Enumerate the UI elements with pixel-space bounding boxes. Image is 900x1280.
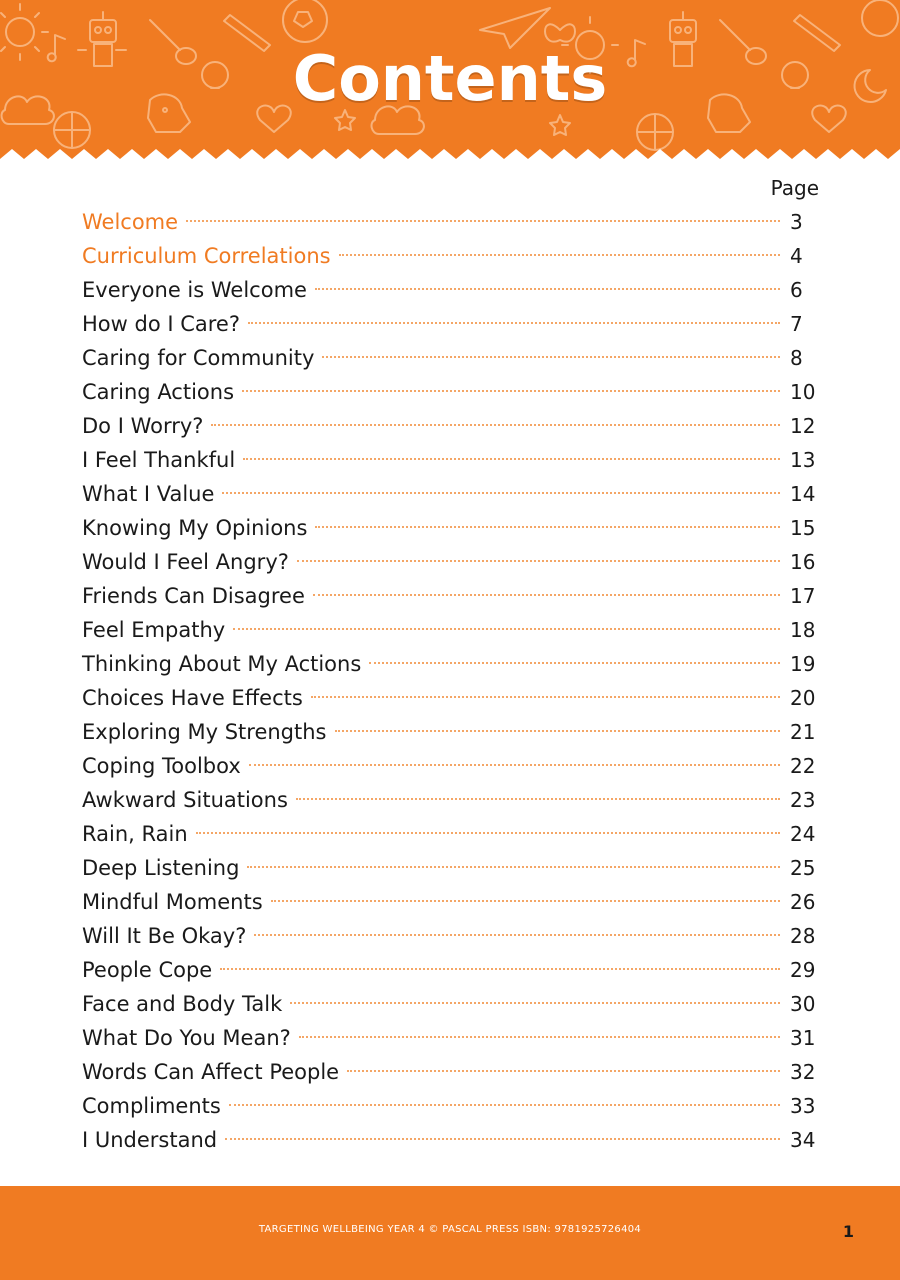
toc-entry-title: How do I Care? <box>82 312 240 336</box>
dot-leader <box>248 322 780 324</box>
toc-entry-title: Exploring My Strengths <box>82 720 327 744</box>
toc-entry[interactable] <box>82 715 822 749</box>
dot-leader <box>233 628 780 630</box>
dot-leader <box>211 424 780 426</box>
toc-entry-title: Caring for Community <box>82 346 315 370</box>
footer-bar <box>0 1186 900 1280</box>
toc-entry-page-number: 28 <box>790 924 816 948</box>
toc-entry[interactable] <box>82 817 822 851</box>
toc-entry-page-number: 32 <box>790 1060 816 1084</box>
toc-entry[interactable] <box>82 341 822 375</box>
toc-entry-page-number: 20 <box>790 686 816 710</box>
toc-entry[interactable] <box>82 409 822 443</box>
dot-leader <box>186 220 780 222</box>
toc-entry-title: What I Value <box>82 482 215 506</box>
toc-entry-title: Compliments <box>82 1094 221 1118</box>
toc-entry-title: Curriculum Correlations <box>82 244 331 268</box>
toc-entry-page-number: 16 <box>790 550 816 574</box>
toc-entry-page-number: 21 <box>790 720 816 744</box>
toc-entry-page-number: 4 <box>790 244 803 268</box>
toc-entry[interactable] <box>82 477 822 511</box>
toc-entry[interactable] <box>82 1089 822 1123</box>
toc-entry-title: People Cope <box>82 958 213 982</box>
page-column-label: Page <box>770 176 819 200</box>
toc-entry-page-number: 8 <box>790 346 803 370</box>
footer-credit: TARGETING WELLBEING YEAR 4 © PASCAL PRESS ISBN: 9781925726404 <box>258 1224 642 1235</box>
toc-entry-title: Awkward Situations <box>82 788 288 812</box>
dot-leader <box>247 866 780 868</box>
dot-leader <box>322 356 780 358</box>
toc-entry-page-number: 17 <box>790 584 816 608</box>
toc-entry-page-number: 29 <box>790 958 816 982</box>
toc-entry[interactable] <box>82 1021 822 1055</box>
soccer-ball-icon <box>862 0 898 36</box>
dot-leader <box>243 458 780 460</box>
toc-entry-title: What Do You Mean? <box>82 1026 291 1050</box>
dot-leader <box>249 764 780 766</box>
toc-entry[interactable] <box>82 273 822 307</box>
dot-leader <box>369 662 780 664</box>
toc-entry-title: Feel Empathy <box>82 618 226 642</box>
toc-entry-title: Caring Actions <box>82 380 235 404</box>
dot-leader <box>254 934 780 936</box>
table-of-contents <box>82 205 822 1157</box>
page-title: Contents <box>292 42 608 115</box>
toc-entry[interactable] <box>82 443 822 477</box>
toc-entry[interactable] <box>82 953 822 987</box>
dot-leader <box>347 1070 780 1072</box>
toc-entry[interactable] <box>82 885 822 919</box>
toc-entry-page-number: 24 <box>790 822 816 846</box>
toc-entry-page-number: 6 <box>790 278 803 302</box>
toc-entry-title: I Feel Thankful <box>82 448 236 472</box>
toc-entry-page-number: 30 <box>790 992 816 1016</box>
toc-entry[interactable] <box>82 579 822 613</box>
toc-entry-page-number: 33 <box>790 1094 816 1118</box>
toc-entry-page-number: 12 <box>790 414 816 438</box>
dot-leader <box>313 594 780 596</box>
toc-entry-title: Face and Body Talk <box>82 992 283 1016</box>
toc-entry-page-number: 3 <box>790 210 803 234</box>
dot-leader <box>297 560 780 562</box>
toc-entry-title: Coping Toolbox <box>82 754 241 778</box>
toc-entry-title: Everyone is Welcome <box>82 278 307 302</box>
toc-entry[interactable] <box>82 205 822 239</box>
footer-page-number: 1 <box>842 1222 854 1241</box>
toc-entry-page-number: 23 <box>790 788 816 812</box>
toc-entry-title: Deep Listening <box>82 856 240 880</box>
basketball-icon <box>54 112 90 148</box>
toc-entry[interactable] <box>82 511 822 545</box>
header-banner <box>0 0 900 170</box>
toc-entry-title: I Understand <box>82 1128 218 1152</box>
toc-entry[interactable] <box>82 681 822 715</box>
toc-entry-page-number: 25 <box>790 856 816 880</box>
toc-entry[interactable] <box>82 919 822 953</box>
toc-entry[interactable] <box>82 239 822 273</box>
toc-entry-title: Choices Have Effects <box>82 686 303 710</box>
toc-entry-title: Do I Worry? <box>82 414 204 438</box>
toc-entry[interactable] <box>82 851 822 885</box>
toc-entry[interactable] <box>82 307 822 341</box>
toc-entry-page-number: 14 <box>790 482 816 506</box>
dot-leader <box>220 968 780 970</box>
toc-entry-page-number: 26 <box>790 890 816 914</box>
dot-leader <box>271 900 780 902</box>
toc-entry-title: Rain, Rain <box>82 822 188 846</box>
toc-entry[interactable] <box>82 1055 822 1089</box>
soccer-ball-icon <box>283 0 327 42</box>
toc-entry-page-number: 18 <box>790 618 816 642</box>
toc-entry[interactable] <box>82 1123 822 1157</box>
dot-leader <box>229 1104 780 1106</box>
dot-leader <box>299 1036 780 1038</box>
toc-entry-title: Words Can Affect People <box>82 1060 340 1084</box>
dot-leader <box>315 526 780 528</box>
dot-leader <box>335 730 781 732</box>
dot-leader <box>311 696 780 698</box>
toc-entry-title: Welcome <box>82 210 179 234</box>
toc-entry[interactable] <box>82 987 822 1021</box>
butterfly-icon <box>545 24 575 41</box>
toc-entry-title: Knowing My Opinions <box>82 516 308 540</box>
toc-entry[interactable] <box>82 613 822 647</box>
toc-entry-title: Would I Feel Angry? <box>82 550 289 574</box>
dot-leader <box>196 832 780 834</box>
toc-entry-title: Friends Can Disagree <box>82 584 305 608</box>
toc-entry-title: Mindful Moments <box>82 890 263 914</box>
toc-entry-page-number: 13 <box>790 448 816 472</box>
toc-entry[interactable] <box>82 647 822 681</box>
toc-entry-page-number: 19 <box>790 652 816 676</box>
toc-entry[interactable] <box>82 375 822 409</box>
dot-leader <box>225 1138 780 1140</box>
zigzag-edge <box>0 145 900 170</box>
toc-entry[interactable] <box>82 783 822 817</box>
toc-entry-title: Thinking About My Actions <box>82 652 362 676</box>
dot-leader <box>290 1002 780 1004</box>
toc-entry[interactable] <box>82 545 822 579</box>
toc-entry-page-number: 10 <box>790 380 816 404</box>
dot-leader <box>315 288 780 290</box>
toc-entry-page-number: 34 <box>790 1128 816 1152</box>
dot-leader <box>222 492 780 494</box>
dot-leader <box>242 390 780 392</box>
toc-entry-title: Will It Be Okay? <box>82 924 247 948</box>
toc-entry-page-number: 22 <box>790 754 816 778</box>
toc-entry-page-number: 15 <box>790 516 816 540</box>
dot-leader <box>296 798 780 800</box>
dot-leader <box>339 254 780 256</box>
toc-entry[interactable] <box>82 749 822 783</box>
toc-entry-page-number: 7 <box>790 312 803 336</box>
toc-entry-page-number: 31 <box>790 1026 816 1050</box>
